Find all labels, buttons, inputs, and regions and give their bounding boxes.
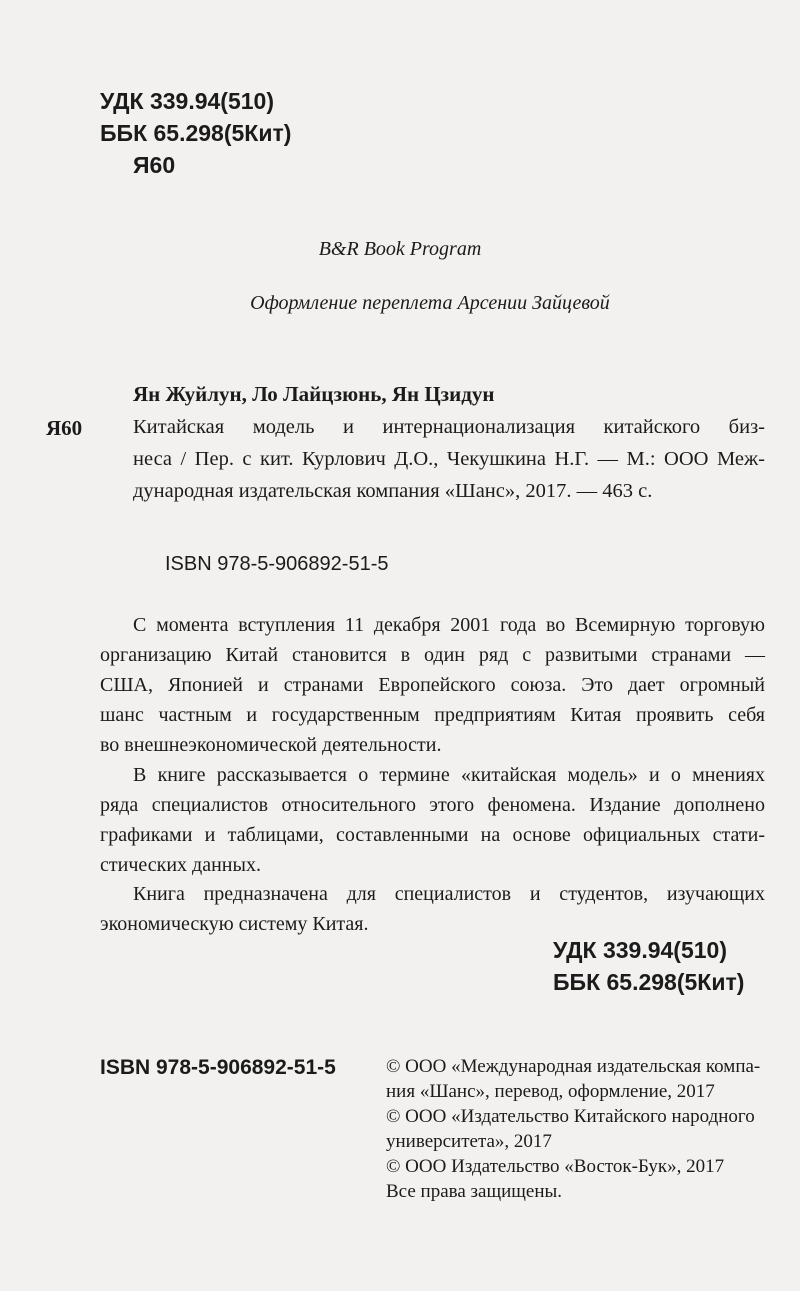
bibliographic-description bbox=[133, 411, 765, 507]
annotation-line: шанс частным и государственным предприятиям Китая проявить себя bbox=[100, 704, 765, 726]
isbn-bottom: ISBN 978-5-906892-51-5 bbox=[100, 1056, 336, 1079]
annotation-line: ряда специалистов относительного этого феномена. Издание дополнено bbox=[100, 794, 765, 816]
copyright-line: Все права защищены. bbox=[386, 1181, 563, 1202]
copyright-line: © ООО Издательство «Восток-Бук», 2017 bbox=[386, 1156, 725, 1177]
copyright-line: © ООО «Издательство Китайского народного bbox=[386, 1106, 755, 1127]
copyright-line: ния «Шанс», перевод, оформление, 2017 bbox=[386, 1081, 715, 1102]
annotation-paragraph-2 bbox=[100, 760, 765, 880]
isbn-middle: ISBN 978-5-906892-51-5 bbox=[165, 553, 389, 575]
annotation-line: графиками и таблицами, составленными на основе официальных стати- bbox=[100, 824, 765, 846]
bib-line: неса / Пер. с кит. Курлович Д.О., Чекушкина Н.Г. — М.: ООО Меж- bbox=[133, 448, 765, 470]
cover-design-credit: Оформление переплета Арсении Зайцевой bbox=[250, 292, 610, 314]
bib-line: дународная издательская компания «Шанс», 2017. — 463 с. bbox=[133, 480, 653, 502]
annotation-line: во внешнеэкономической деятельности. bbox=[100, 734, 442, 756]
authors-line: Ян Жуйлун, Ло Лайцзюнь, Ян Цзидун bbox=[133, 382, 495, 406]
copyright-block bbox=[386, 1054, 766, 1204]
annotation-paragraph-1 bbox=[100, 610, 765, 760]
annotation-line: С момента вступления 11 декабря 2001 года во Всемирную торговую bbox=[133, 614, 765, 636]
series-line: B&R Book Program bbox=[318, 238, 482, 260]
copyright-line: университета», 2017 bbox=[386, 1131, 552, 1152]
bbk-code-bottom: ББК 65.298(5Кит) bbox=[553, 969, 745, 995]
annotation-line: экономическую систему Китая. bbox=[100, 913, 369, 935]
author-code-margin: Я60 bbox=[46, 416, 83, 440]
bib-line: Китайская модель и интернационализация китайского биз- bbox=[133, 416, 765, 438]
author-code-top: Я60 bbox=[133, 152, 176, 178]
annotation-line: США, Японией и странами Европейского союза. Это дает огромный bbox=[100, 674, 765, 696]
copyright-line: © ООО «Международная издательская компа- bbox=[386, 1056, 761, 1077]
annotation-paragraph-3 bbox=[100, 879, 765, 939]
annotation-line: Книга предназначена для специалистов и студентов, изучающих bbox=[133, 883, 765, 905]
bleed-through-ghost bbox=[300, 505, 314, 558]
annotation-line: В книге рассказывается о термине «китайская модель» и о мнениях bbox=[133, 764, 765, 786]
annotation-line: стических данных. bbox=[100, 854, 261, 876]
udk-code-bottom: УДК 339.94(510) bbox=[553, 937, 727, 963]
udk-code-top: УДК 339.94(510) bbox=[100, 88, 274, 114]
annotation-line: организацию Китай становится в один ряд с развитыми странами — bbox=[100, 644, 765, 666]
bbk-code-top: ББК 65.298(5Кит) bbox=[100, 120, 292, 146]
